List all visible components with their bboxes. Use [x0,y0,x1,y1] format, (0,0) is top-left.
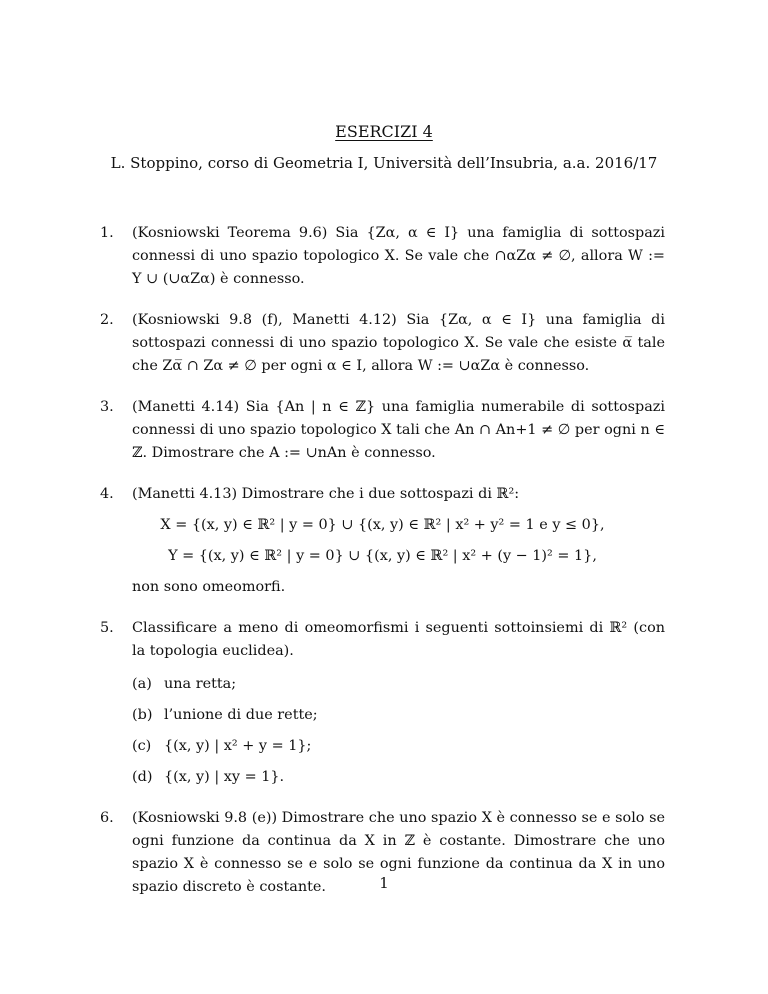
page-number: 1 [379,874,389,892]
exercise-number: 4. [100,486,114,502]
subitem [132,766,665,789]
page-subtitle: L. Stoppino, corso di Geometria I, Università dell’Insubria, a.a. 2016/17 [110,154,658,172]
exercise-number: 3. [100,399,114,415]
subitem-text: {(x, y) | x² + y = 1}; [164,738,312,754]
page-title: ESERCIZI 4 [335,122,433,141]
exercise-number: 2. [100,312,114,328]
subitem-label: (b) [132,707,153,723]
subitem-label: (d) [132,769,153,785]
subitem [132,704,665,727]
exercise-number: 5. [100,620,114,636]
subitem-text: una retta; [164,676,237,692]
exercise-intro: (Manetti 4.13) Dimostrare che i due sottospazi di ℝ²: [132,486,520,502]
subitem-label: (c) [132,738,152,754]
subitem [132,735,665,758]
exercise-item [100,617,665,789]
exercise-text: (Kosniowski 9.8 (e)) Dimostrare che uno spazio X è connesso se e solo se ogni funzione da continua da X in ℤ è costante. Dimostrare che uno spazio X è connesso se e solo se ogni funzione da continua da X in uno spazio discreto è costante. [132,810,665,895]
exercise-item [100,222,665,291]
subitem [132,673,665,696]
exercise-list [100,222,665,899]
equation-y: Y = {(x, y) ∈ ℝ² | y = 0} ∪ {(x, y) ∈ ℝ² | x² + (y − 1)² = 1}, [168,548,597,564]
exercise-item [100,483,665,599]
exercise-number: 6. [100,810,114,826]
exercise-item [100,309,665,378]
equation-x: X = {(x, y) ∈ ℝ² | y = 0} ∪ {(x, y) ∈ ℝ² | x² + y² = 1 e y ≤ 0}, [160,517,605,533]
exercise-item [100,396,665,465]
subitem-text: {(x, y) | xy = 1}. [164,769,285,785]
exercise-outro: non sono omeomorfi. [132,579,286,595]
subitem-label: (a) [132,676,152,692]
exercise-number: 1. [100,225,114,241]
exercise-intro: Classificare a meno di omeomorfismi i seguenti sottoinsiemi di ℝ² (con la topologia euclidea). [132,620,665,659]
exercise-text: (Manetti 4.14) Sia {An | n ∈ ℤ} una famiglia numerabile di sottospazi connessi di uno spazio topologico X tali che An ∩ An+1 ≠ ∅ per ogni n ∈ ℤ. Dimostrare che A := ∪nAn è connesso. [132,399,665,461]
subitem-text: l’unione di due rette; [164,707,318,723]
subitem-list [132,673,665,789]
exercise-text: (Kosniowski 9.8 (f), Manetti 4.12) Sia {Zα, α ∈ I} una famiglia di sottospazi connessi di uno spazio topologico X. Se vale che esiste α̅ tale che Zα̅ ∩ Zα ≠ ∅ per ogni α ∈ I, allora W := ∪αZα è connesso. [132,312,665,374]
exercise-text: (Kosniowski Teorema 9.6) Sia {Zα, α ∈ I} una famiglia di sottospazi connessi di uno spazio topologico X. Se vale che ∩αZα ≠ ∅, allora W := Y ∪ (∪αZα) è connesso. [132,225,665,287]
